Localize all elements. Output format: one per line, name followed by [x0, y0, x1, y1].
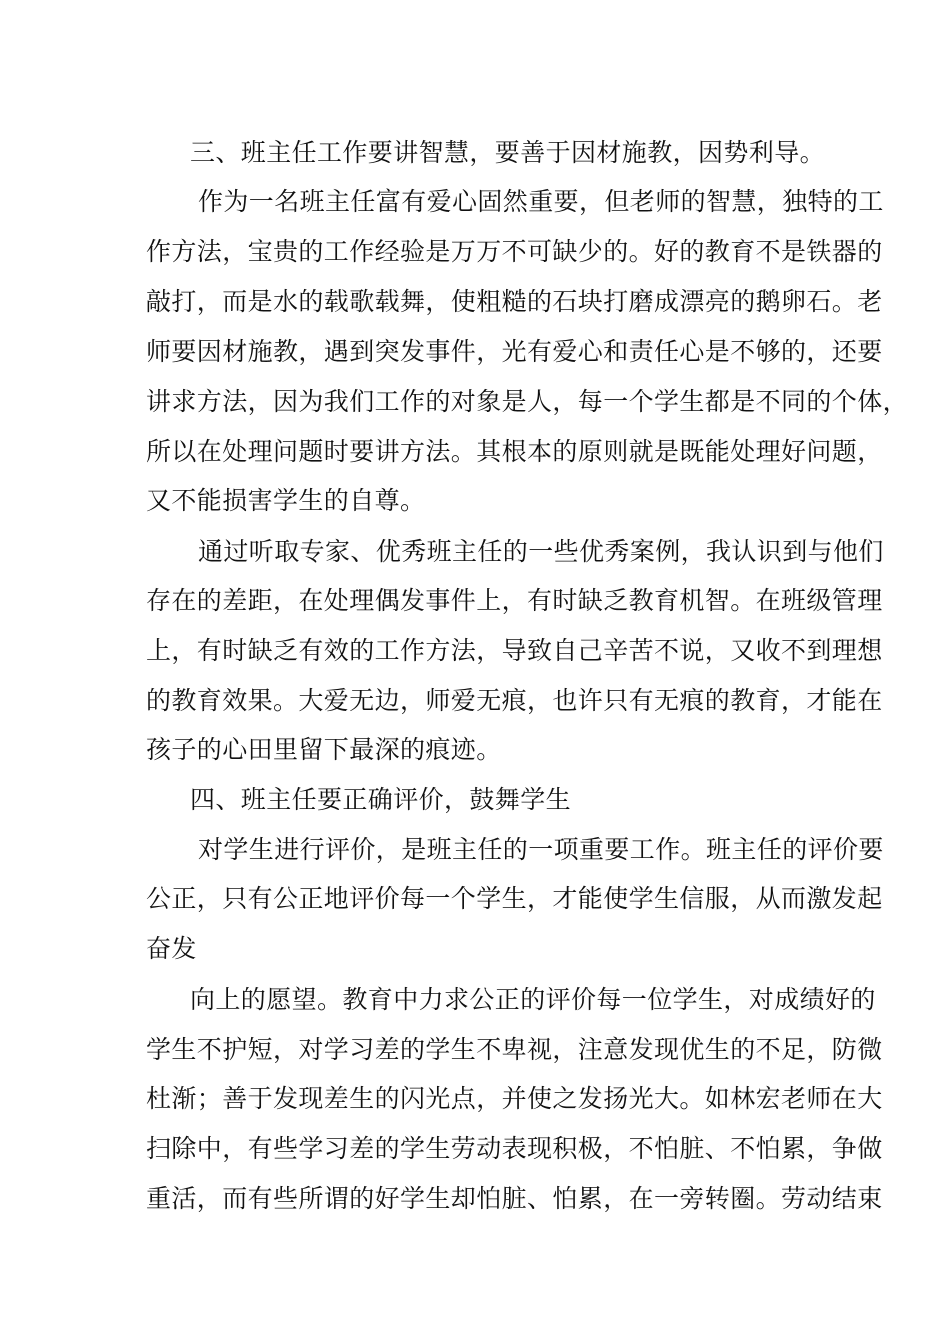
section-heading-3: 三、班主任工作要讲智慧，要善于因材施教，因势利导。 — [190, 138, 826, 167]
paragraph-line: 杜渐；善于发现差生的闪光点，并使之发扬光大。如林宏老师在大 — [146, 1084, 883, 1113]
paragraph-line: 的教育效果。大爱无边，师爱无痕，也许只有无痕的教育，才能在 — [146, 686, 883, 715]
paragraph-line: 对学生进行评价，是班主任的一项重要工作。班主任的评价要 — [198, 835, 884, 864]
paragraph-line: 公正，只有公正地评价每一个学生，才能使学生信服，从而激发起 — [146, 884, 883, 913]
paragraph-line: 敲打，而是水的载歌载舞，使粗糙的石块打磨成漂亮的鹅卵石。老 — [146, 287, 883, 316]
paragraph-line: 向上的愿望。教育中力求公正的评价每一位学生，对成绩好的 — [190, 985, 876, 1014]
paragraph-line: 重活，而有些所谓的好学生却怕脏、怕累，在一旁转圈。劳动结束 — [146, 1184, 883, 1213]
paragraph-line: 所以在处理问题时要讲方法。其根本的原则就是既能处理好问题， — [146, 437, 883, 466]
paragraph-line: 孩子的心田里留下最深的痕迹。 — [146, 735, 502, 764]
paragraph-line: 讲求方法，因为我们工作的对象是人，每一个学生都是不同的个体， — [146, 387, 909, 416]
paragraph-line: 学生不护短，对学习差的学生不卑视，注意发现优生的不足，防微 — [146, 1035, 883, 1064]
paragraph-line: 通过听取专家、优秀班主任的一些优秀案例，我认识到与他们 — [198, 537, 884, 566]
paragraph-line: 上，有时缺乏有效的工作方法，导致自己辛苦不说，又收不到理想 — [146, 636, 883, 665]
paragraph-line: 存在的差距，在处理偶发事件上，有时缺乏教育机智。在班级管理 — [146, 586, 883, 615]
paragraph-line: 师要因材施教，遇到突发事件，光有爱心和责任心是不够的，还要 — [146, 337, 883, 366]
paragraph-line: 扫除中，有些学习差的学生劳动表现积极，不怕脏、不怕累，争做 — [146, 1134, 883, 1163]
paragraph-line: 奋发 — [146, 934, 197, 963]
section-heading-4: 四、班主任要正确评价，鼓舞学生 — [190, 785, 572, 814]
paragraph-line: 作为一名班主任富有爱心固然重要，但老师的智慧，独特的工 — [198, 187, 884, 216]
paragraph-line: 作方法，宝贵的工作经验是万万不可缺少的。好的教育不是铁器的 — [146, 237, 883, 266]
paragraph-line: 又不能损害学生的自尊。 — [146, 486, 426, 515]
